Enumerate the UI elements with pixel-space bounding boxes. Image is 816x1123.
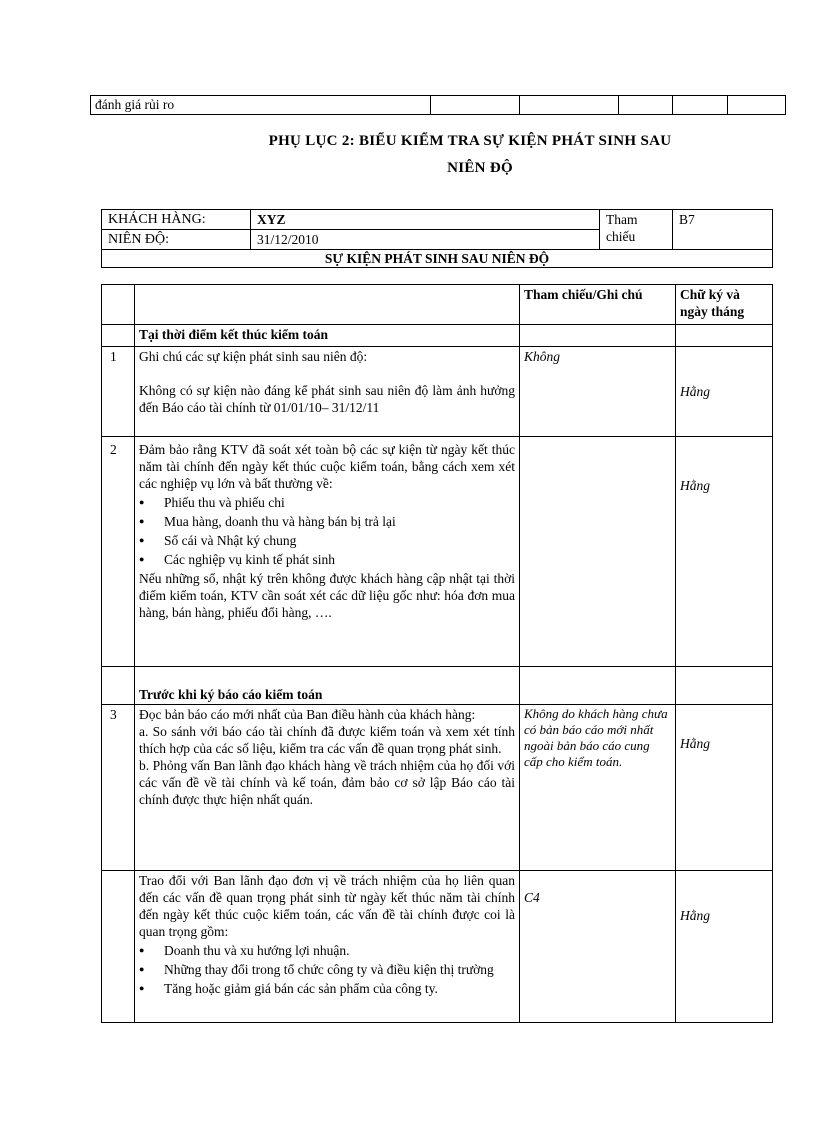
empty-cell	[520, 325, 676, 347]
page-title-line2: NIÊN ĐỘ	[447, 160, 513, 176]
bullet-list	[139, 942, 515, 997]
list-item: ● Những thay đổi trong tổ chức công ty và điều kiện thị trường	[139, 961, 515, 978]
procedure-cell	[135, 705, 520, 871]
section-num-cell	[102, 325, 135, 347]
list-item: ● Các nghiệp vụ kinh tế phát sinh	[139, 551, 515, 568]
header-reference: Tham chiếu/Ghi chú	[520, 285, 676, 325]
top-fragment-table	[90, 95, 786, 115]
signature: Hằng	[676, 347, 773, 437]
procedure-text: Không có sự kiện nào đáng kể phát sinh sau niên độ làm ảnh hưởng đến Báo cáo tài chính từ 01/01/10– 31/12/11	[139, 383, 515, 415]
client-value: XYZ	[251, 210, 600, 230]
signature: Hằng	[676, 871, 773, 1023]
reference-label: Tham chiếu	[600, 210, 673, 250]
signature: Hằng	[676, 437, 773, 667]
procedure-text: Đọc bản báo cáo mới nhất của Ban điều hành của khách hàng:	[139, 707, 476, 722]
empty-cell	[431, 96, 520, 115]
empty-cell	[520, 667, 676, 705]
procedure-text: Trao đổi với Ban lãnh đạo đơn vị về trách nhiệm của họ liên quan đến các vấn đề quan trọng phát sinh từ ngày kết thúc năm tài chính đến ngày kết thúc cuộc kiểm toán, các vấn đề tài chính được coi là quan trọng gồm:	[139, 873, 515, 939]
procedure-cell	[135, 347, 520, 437]
section-title-1: Tại thời điểm kết thúc kiểm toán	[135, 325, 520, 347]
procedure-text: a. So sánh với báo cáo tài chính đã được kiểm toán và xem xét tính thích hợp của các số liệu, kiểm tra các vấn đề quan trọng phát sinh.	[139, 724, 515, 756]
list-item: ● Sổ cái và Nhật ký chung	[139, 532, 515, 549]
reference-note: Không do khách hàng chưa có bản báo cáo mới nhất ngoài bản báo cáo cung cấp cho kiểm toán.	[520, 705, 676, 871]
empty-cell	[676, 325, 773, 347]
row-number-empty	[102, 871, 135, 1023]
empty-cell	[676, 667, 773, 705]
empty-cell	[520, 96, 618, 115]
reference-note: C4	[520, 871, 676, 1023]
list-item: ● Tăng hoặc giảm giá bán các sản phẩm của công ty.	[139, 980, 515, 997]
procedure-cell	[135, 437, 520, 667]
period-label: NIÊN ĐỘ:	[102, 230, 251, 250]
procedure-text: Đảm bảo rằng KTV đã soát xét toàn bộ các sự kiện từ ngày kết thúc năm tài chính đến ngày kết thúc cuộc kiểm toán, bằng cách xem xét các nghiệp vụ lớn và bất thường về:	[139, 442, 515, 491]
header-procedure-cell	[135, 285, 520, 325]
procedure-text: Nếu những sổ, nhật ký trên không được khách hàng cập nhật tại thời điểm kiểm toán, KTV cần soát xét các dữ liệu gốc như: hóa đơn mua hàng, bán hàng, phiếu đổi hàng, ….	[139, 571, 515, 620]
procedures-table	[101, 284, 773, 1023]
empty-cell	[727, 96, 785, 115]
row-number: 2	[102, 437, 135, 667]
empty-cell	[618, 96, 673, 115]
section-num-cell	[102, 667, 135, 705]
reference-value: B7	[673, 210, 773, 250]
bullet-list	[139, 494, 515, 568]
header-signature: Chữ ký và ngày tháng	[676, 285, 773, 325]
page-title-line1: PHỤ LỤC 2: BIỂU KIỂM TRA SỰ KIỆN PHÁT SINH SAU	[268, 133, 672, 149]
procedure-text: b. Phỏng vấn Ban lãnh đạo khách hàng về trách nhiệm của họ đối với các vấn đề về tài chính và kế toán, đảm bảo cơ sở lập Báo cáo tài chính được thực hiện nhất quán.	[139, 758, 515, 807]
section-heading: SỰ KIỆN PHÁT SINH SAU NIÊN ĐỘ	[102, 250, 773, 268]
client-label: KHÁCH HÀNG:	[102, 210, 251, 230]
list-item: ● Phiếu thu và phiếu chi	[139, 494, 515, 511]
reference-note: Không	[520, 347, 676, 437]
row-number: 3	[102, 705, 135, 871]
row-number: 1	[102, 347, 135, 437]
list-item: ● Doanh thu và xu hướng lợi nhuận.	[139, 942, 515, 959]
procedure-cell	[135, 871, 520, 1023]
procedure-text: Ghi chú các sự kiện phát sinh sau niên độ:	[139, 349, 368, 364]
header-num-cell	[102, 285, 135, 325]
client-info-table	[101, 209, 773, 268]
section-title-2: Trước khi ký báo cáo kiểm toán	[135, 667, 520, 705]
empty-cell	[520, 437, 676, 667]
risk-assessment-cell: đánh giá rủi ro	[91, 96, 431, 115]
signature: Hằng	[676, 705, 773, 871]
empty-cell	[673, 96, 728, 115]
period-value: 31/12/2010	[251, 230, 600, 250]
list-item: ● Mua hàng, doanh thu và hàng bán bị trả lại	[139, 513, 515, 530]
